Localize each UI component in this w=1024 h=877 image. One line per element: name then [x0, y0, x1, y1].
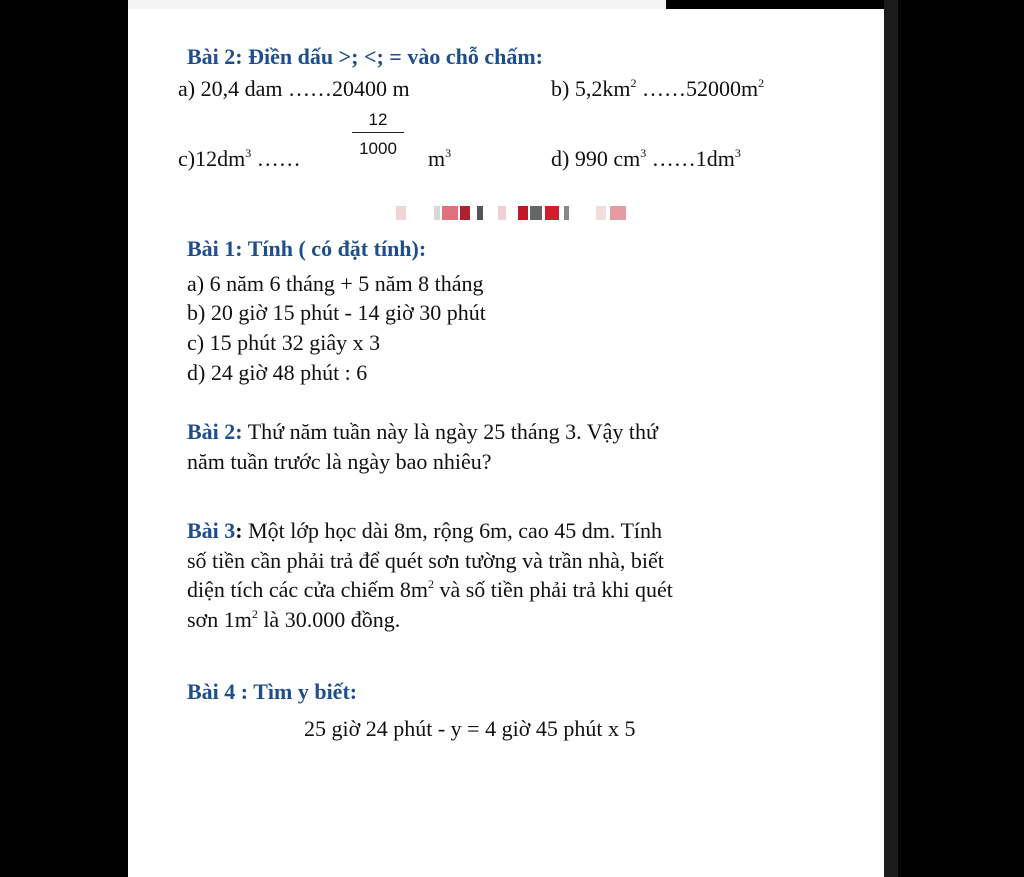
- fraction-numerator: 12: [352, 110, 404, 133]
- item-d-exponent: 3: [640, 146, 647, 160]
- compare-item-c: [178, 146, 301, 172]
- right-edge-strip: [884, 0, 898, 877]
- exercise-3-text-1: Một lớp học dài 8m, rộng 6m, cao 45 dm. Tính: [242, 518, 663, 543]
- item-d-exponent-2: 3: [734, 146, 741, 160]
- exercise-3-line-2: số tiền cần phải trả để quét sơn tường và trần nhà, biết: [187, 548, 664, 573]
- exercise-3-colon: :: [235, 518, 243, 543]
- exercise-3-label: Bài 3: [187, 518, 236, 543]
- item-b-text: b) 5,2km: [551, 76, 631, 101]
- compare-item-a: a) 20,4 dam ……20400 m: [178, 76, 410, 101]
- item-c-dots: ……: [251, 146, 301, 171]
- exercise-3-text-4b: là 30.000 đồng.: [257, 607, 401, 632]
- exercise-4-equation: 25 giờ 24 phút - y = 4 giờ 45 phút x 5: [304, 716, 636, 741]
- exercise-2-line-2: năm tuần trước là ngày bao nhiêu?: [187, 449, 492, 474]
- item-d-text-2: ……1dm: [646, 146, 735, 171]
- fraction-denominator: 1000: [359, 139, 397, 158]
- exercise-3-line-1: [187, 518, 662, 544]
- exercise-1-item-b: b) 20 giờ 15 phút - 14 giờ 30 phút: [187, 300, 486, 325]
- exercise-3-text-3b: và số tiền phải trả khi quét: [433, 577, 673, 602]
- item-c-unit-exponent: 3: [445, 146, 452, 160]
- exercise-3-line-4: [187, 607, 400, 633]
- exercise-1-item-a: a) 6 năm 6 tháng + 5 năm 8 tháng: [187, 271, 484, 296]
- exercise-3-exponent-2: 2: [251, 607, 258, 621]
- exercise-3-exponent-1: 2: [427, 577, 434, 591]
- exercise-2-text-1: Thứ năm tuần này là ngày 25 tháng 3. Vậy thứ: [242, 419, 658, 444]
- exercise-1-item-c: c) 15 phút 32 giây x 3: [187, 330, 381, 355]
- fraction-12-over-1000: [352, 110, 404, 159]
- item-c-exponent: 3: [245, 146, 252, 160]
- item-b-exponent-2: 2: [758, 76, 765, 90]
- item-c-unit: [428, 146, 451, 172]
- item-b-text-2: ……52000m: [636, 76, 759, 101]
- item-b-exponent: 2: [630, 76, 637, 90]
- item-d-text: d) 990 cm: [551, 146, 641, 171]
- exercise-3-line-3: [187, 577, 673, 603]
- exercise-2-line-1: [187, 419, 658, 445]
- exercise-1-item-d: d) 24 giờ 48 phút : 6: [187, 360, 368, 385]
- exercise-4-heading: Bài 4 : Tìm y biết:: [187, 679, 358, 704]
- exercise-1-heading: Bài 1: Tính ( có đặt tính):: [187, 236, 427, 261]
- item-c-text: c)12dm: [178, 146, 246, 171]
- exercise-compare-heading: Bài 2: Điền dấu >; <; = vào chỗ chấm:: [187, 44, 543, 69]
- item-c-unit-text: m: [428, 146, 446, 171]
- compare-item-b: [551, 76, 764, 102]
- exercise-2-label: Bài 2:: [187, 419, 243, 444]
- compare-item-d: [551, 146, 741, 172]
- exercise-3-text-3a: diện tích các cửa chiếm 8m: [187, 577, 428, 602]
- exercise-3-text-4a: sơn 1m: [187, 607, 252, 632]
- top-edge-strip: [128, 0, 666, 9]
